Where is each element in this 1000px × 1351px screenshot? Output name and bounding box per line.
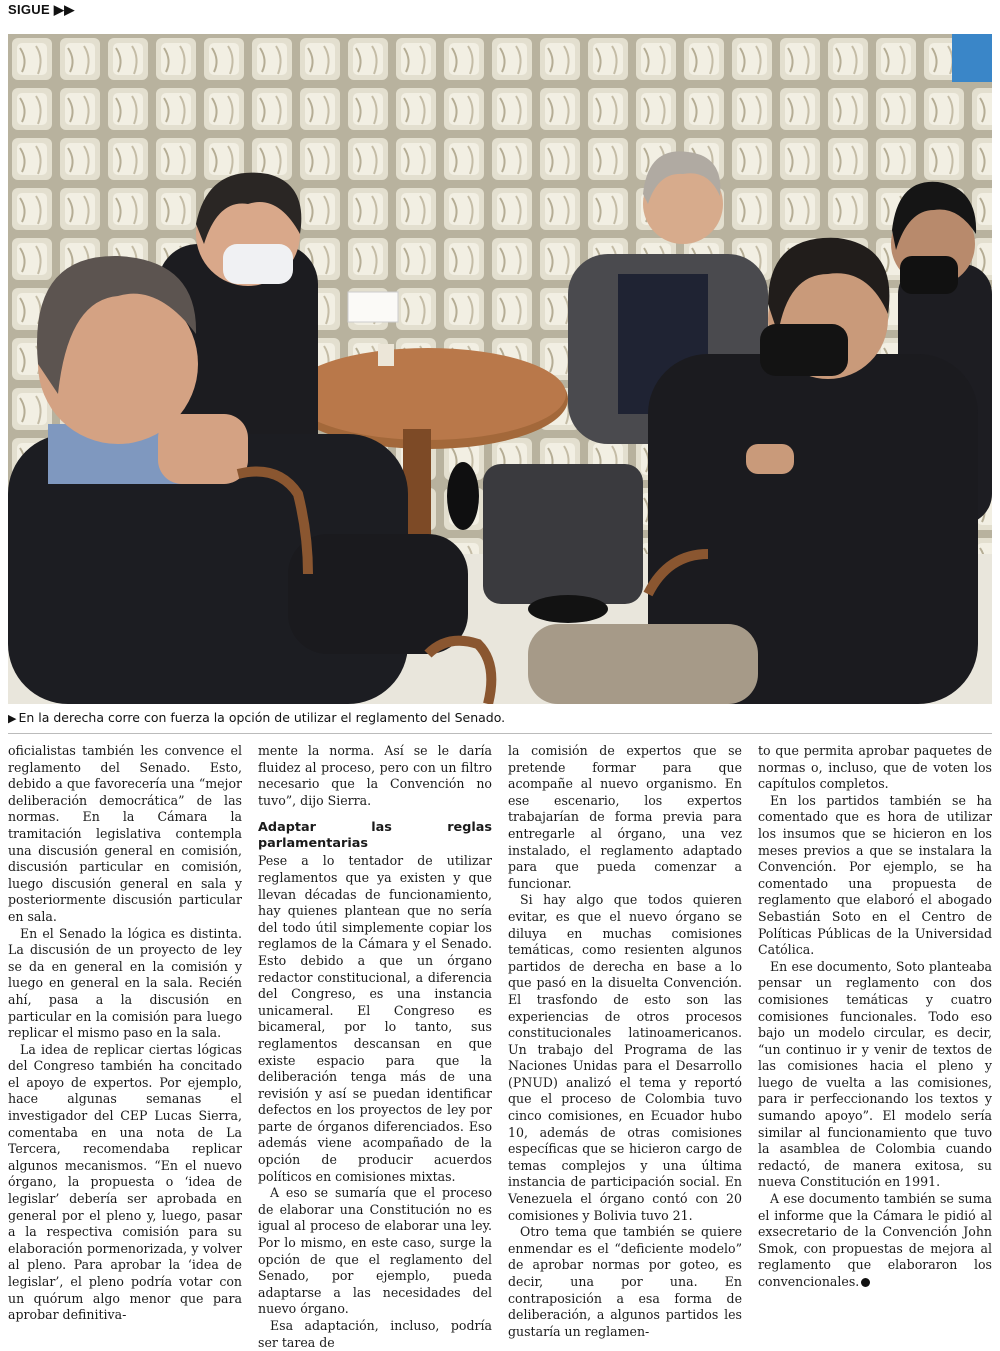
article-column-1: [8, 743, 242, 1324]
paragraph: En ese documento, Soto planteaba pensar un reglamento con dos comisiones temáticas y cuatro comisiones funcionales. Todo eso bajo un modelo circular, es decir, “un continuo ir y venir de textos de las comisiones hacia el pleno y luego de vuelta a las comisiones, para ir perfeccionando los textos y sumando apoyo”. El modelo sería similar al funcionamiento que tuvo la asamblea de Colombia cuando redactó, de manera exitosa, su nueva Constitución en 1991.: [758, 958, 992, 1190]
section-subheading: Adaptar las reglas parlamentarias: [258, 820, 492, 852]
paragraph: to que permita aprobar paquetes de normas o, incluso, que de voten los capítulos completos.: [758, 743, 992, 792]
caption-divider: [8, 733, 992, 734]
paragraph: Esa adaptación, incluso, podría ser tarea de: [258, 1318, 492, 1350]
paragraph: la comisión de expertos que se pretende formar para que acompañe al nuevo organismo. En ese escenario, los expertos trabajarían de forma previa para entregarle al órgano, una vez instalado, el reglamento adaptado para que pueda comenzar a funcionar.: [508, 743, 742, 891]
sigue-label: SIGUE: [8, 2, 50, 17]
paragraph: En el Senado la lógica es distinta. La discusión de un proyecto de ley se da en general en la comisión y luego en general en la sala. Recién ahí, pasa a la discusión en particular en la comisión para luego replicar el mismo paso en la sala.: [8, 925, 242, 1041]
article-column-4: [758, 743, 992, 1291]
paragraph: mente la norma. Así se le daría fluidez al proceso, pero con un filtro necesario que la Convención no tuvo”, dijo Sierra.: [258, 743, 492, 808]
caption-play-icon: ▶: [8, 712, 17, 725]
meeting-photo-illustration: [8, 34, 992, 704]
paragraph: En los partidos también se ha comentado que es hora de utilizar los insumos que se hicieron en los meses previos a que se instalara la Convención. Por ejemplo, se ha comentado una propuesta de reglamento que elaboró el abogado Sebastián Soto en el Centro de Políticas Públicas de la Universidad Católica.: [758, 792, 992, 958]
paragraph: oficialistas también les convence el reglamento del Senado. Esto, debido a que favorecería una “mejor deliberación democrática” de las normas. En la Cámara la tramitación legislativa contempla una discusión general en comisión, discusión particular en comisión, luego discusión general en sala y posteriormente discusión particular en sala.: [8, 743, 242, 924]
article-column-3: [508, 743, 742, 1340]
sigue-indicator: [8, 2, 75, 18]
paragraph-text: A ese documento también se suma el informe que la Cámara le pidió al exsecretario de la Convención John Smok, con propuestas de mejora al reglamento que elaboraron los convencionales.: [758, 1191, 992, 1289]
photo-caption: [8, 710, 505, 725]
double-play-icon: ▶▶: [53, 2, 75, 17]
paragraph: A eso se sumaría que el proceso de elaborar una Constitución no es igual al proceso de elaborar una ley. Por lo mismo, en este caso, surge la opción de que el reglamento del Senado, por ejemplo, pueda adaptarse a las necesidades del nuevo órgano.: [258, 1185, 492, 1317]
paragraph: Si hay algo que todos quieren evitar, es que el nuevo órgano se diluya en muchas comisiones temáticas, como resienten algunos partidos de derecha en base a lo que pasó en la disuelta Convención. El trasfondo de esto son las experiencias de otros procesos constitucionales latinoamericanos. Un trabajo del Programa de las Naciones Unidas para el Desarrollo (PNUD) analizó el tema y reportó que el proceso de Colombia tuvo cinco comisiones, en Ecuador hubo 10, además de otras comisiones específicas que se hicieron cargo de temas complejos y una última instancia de participación social. En Venezuela el órgano contó con 20 comisiones y Bolivia tuvo 21.: [508, 892, 742, 1223]
meeting-photo: [8, 34, 992, 704]
article-column-2: [258, 743, 492, 1351]
paragraph: Otro tema que también se quiere enmendar es el “deficiente modelo” de aprobar normas por goteo, es decir, una por una. En contraposición a esa forma de deliberación, a algunos partidos les gustaría un reglamen-: [508, 1224, 742, 1339]
paragraph-last: [758, 1191, 992, 1291]
paragraph: La idea de replicar ciertas lógicas del Congreso también ha concitado el apoyo de expertos. Por ejemplo, hace algunas semanas el investigador del CEP Lucas Sierra, comentaba en una nota de La Tercera, recomendaba replicar algunos mecanismos. “En el nuevo órgano, la propuesta o ‘idea de legislar’ debería ser aprobada en general por el pleno y, luego, pasar a la respectiva comisión para su elaboración pormenorizada, y volver al pleno. Para aprobar la ‘idea de legislar’, el pleno podría votar con un quórum algo menor que para aprobar definitiva-: [8, 1041, 242, 1323]
paragraph: Pese a lo tentador de utilizar reglamentos que ya existen y que llevan décadas de funcionamiento, hay quienes plantean que no sería del todo útil simplemente copiar los reglamos de la Cámara y el Senado. Esto debido a que un órgano redactor constitucional, a diferencia del Congreso, es una instancia unicameral. El Congreso es bicameral, por lo tanto, sus reglamentos descansan en que existe espacio para que la deliberación tenga más de una revisión y así se puedan identificar defectos en los proyectos de ley por parte de órganos diferenciados. Eso además viene acompañado de la opción de producir acuerdos políticos en comisiones mixtas.: [258, 853, 492, 1184]
caption-text: En la derecha corre con fuerza la opción de utilizar el reglamento del Senado.: [18, 710, 506, 725]
end-of-article-icon: [861, 1278, 870, 1287]
